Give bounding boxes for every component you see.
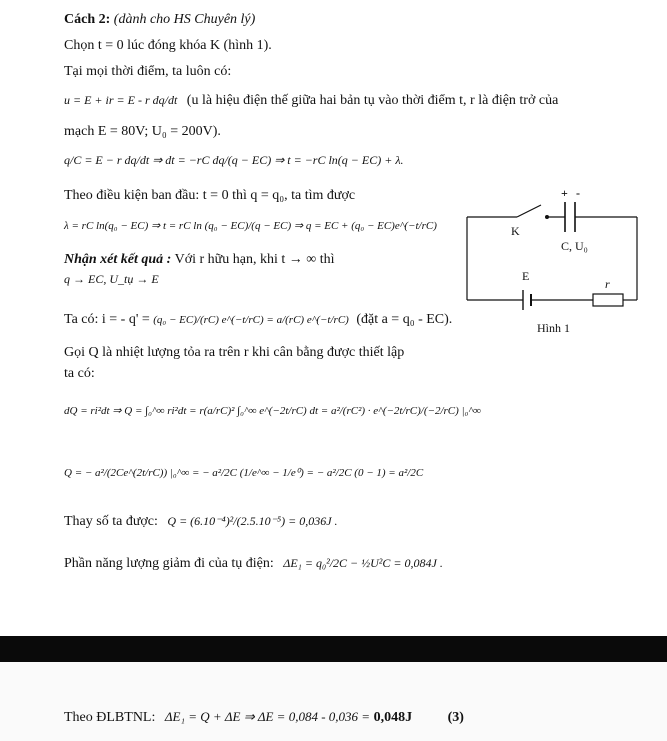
eq-dq: dQ = ri²dt ⇒ Q = ∫₀^∞ ri²dt = r(a/rC)² ∫₀^∞ e^(−2t/rC) dt = a²/(rC²) · e^(−2t/rC)/(−2/rC) |₀^∞ (64, 405, 481, 417)
eq-limit: q → EC, U_tụ → E (64, 272, 159, 286)
eq-current: (q₀ − EC)/(rC) e^(−t/rC) = a/(rC) e^(−t/rC) (153, 314, 349, 326)
bottom-area (0, 662, 667, 741)
result-title: Nhận xét kết quả : (64, 252, 172, 267)
eq-energy: ΔE₁ = q₀²/2C − ½U²C = 0,084J . (283, 556, 443, 570)
eq-substitute-row (64, 514, 338, 530)
eq-u-note: (u là hiệu điện thế giữa hai bản tụ vào thời điểm t, r là điện trở của (186, 93, 559, 108)
line-heat-1: Gọi Q là nhiệt lượng tỏa ra trên r khi cân bằng được thiết lập (64, 345, 405, 360)
eq-substitute-prefix: Thay số ta được: (64, 514, 158, 529)
final-row (64, 710, 464, 726)
resistor-r (593, 294, 623, 306)
eq-lambda: λ = rC ln(q₀ − EC) ⇒ t = rC ln (q₀ − EC)/(q − EC) ⇒ q = EC + (q₀ − EC)e^(−t/rC) (64, 220, 437, 232)
switch-k-blade (517, 205, 541, 217)
eq-Q: Q = − a²/(2Ce^(2t/rC)) |₀^∞ = − a²/2C (1/e^∞ − 1/e⁰) = − a²/2C (0 − 1) = a²/2C (64, 467, 424, 479)
eq-substitute: Q = (6.10⁻⁴)²/(2.5.10⁻⁵) = 0,036J . (167, 514, 338, 528)
figure-caption: Hình 1 (537, 321, 570, 335)
line-any-time: Tại mọi thời điểm, ta luôn có: (64, 64, 232, 79)
switch-label: K (511, 224, 520, 238)
line-heat-2: ta có: (64, 366, 95, 381)
heading-note: (dành cho HS Chuyên lý) (113, 12, 256, 27)
final-prefix: Theo ĐLBTNL: (64, 710, 156, 725)
line-circuit-values: mạch E = 80V; U₀ = 200V). (64, 124, 221, 139)
final-value: 0,048J (373, 710, 413, 725)
battery-label: E (522, 269, 530, 283)
capacitor-label: C, U₀ (561, 239, 588, 253)
black-band (0, 636, 667, 662)
eq-energy-prefix: Phần năng lượng giảm đi của tụ điện: (64, 556, 274, 571)
solution-heading (64, 12, 255, 28)
eq-u: u = E + ir = E - r dq/dt (64, 93, 178, 107)
eq-q-over-c: q/C = E − r dq/dt ⇒ dt = −rC dq/(q − EC) ⇒ t = −rC ln(q − EC) + λ. (64, 153, 404, 167)
circuit-figure (455, 180, 655, 340)
eq-current-row (64, 312, 452, 328)
result-row (64, 252, 335, 268)
plus-sign: + (561, 186, 568, 200)
eq-current-prefix: Ta có: i = - q' = (64, 312, 150, 327)
final-tag: (3) (447, 710, 464, 725)
result-text: Với r hữu hạn, khi t → ∞ thì (174, 252, 335, 267)
line-initial: Theo điều kiện ban đầu: t = 0 thì q = q₀, ta tìm được (64, 188, 356, 203)
resistor-label: r (605, 277, 610, 291)
minus-sign: - (576, 186, 580, 200)
line-choose-t: Chọn t = 0 lúc đóng khóa K (hình 1). (64, 38, 272, 53)
eq-u-row (64, 93, 558, 109)
final-eq: ΔE₁ = Q + ΔE ⇒ ΔE = 0,084 - 0,036 = (164, 709, 371, 724)
heading-label: Cách 2: (64, 12, 111, 27)
eq-energy-row (64, 556, 443, 572)
eq-current-note: (đặt a = q₀ - EC). (356, 312, 453, 327)
